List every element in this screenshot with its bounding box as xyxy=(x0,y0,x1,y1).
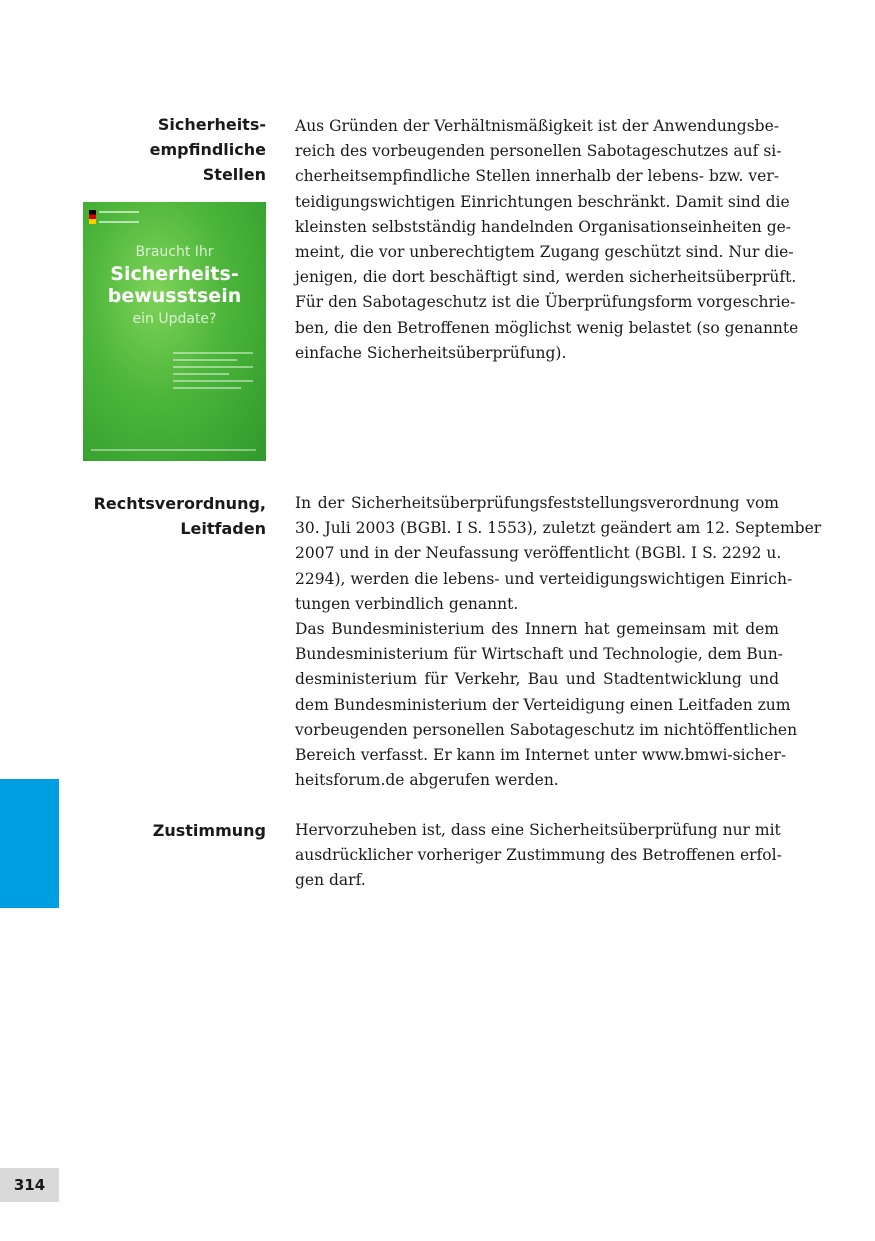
side-heading-zustimmung xyxy=(60,818,266,843)
text-line: Bundesministerium für Wirtschaft und Technologie, dem Bun- xyxy=(295,645,784,664)
text-line: gen darf. xyxy=(295,871,366,890)
paragraph-zustimmung xyxy=(295,818,782,894)
text-line: meint, die vor unberechtigtem Zugang geschützt sind. Nur die- xyxy=(295,243,794,262)
text-line: kleinsten selbstständig handelnden Organisationseinheiten ge- xyxy=(295,217,792,236)
text-line: 2294), werden die lebens- und verteidigungswichtigen Einrich- xyxy=(295,569,793,588)
text-line: Für den Sabotageschutz ist die Überprüfungsform vorgeschrie- xyxy=(295,293,796,312)
text-line: vorbeugenden personellen Sabotageschutz im nichtöffentlichen xyxy=(295,720,798,739)
text-line: heitsforum.de abgerufen werden. xyxy=(295,771,559,790)
brochure-cover-image xyxy=(83,202,266,461)
text-line: desministerium für Verkehr, Bau und Stadtentwicklung und xyxy=(295,670,779,689)
text-line: tungen verbindlich genannt. xyxy=(295,594,519,613)
text-line: 2007 und in der Neufassung veröffentlicht (BGBl. I S. 2292 u. xyxy=(295,544,782,563)
federal-eagle-logo-icon xyxy=(89,210,96,224)
cover-main-title xyxy=(83,263,266,307)
text-line: dem Bundesministerium der Verteidigung einen Leitfaden zum xyxy=(295,695,791,714)
cover-title-line: Braucht Ihr xyxy=(135,244,214,260)
text-line: ausdrücklicher vorheriger Zustimmung des Betroffenen erfol- xyxy=(295,846,782,865)
side-heading-sicherheitsempfindliche-stellen xyxy=(60,112,266,187)
text-line: teidigungswichtigen Einrichtungen beschränkt. Damit sind die xyxy=(295,192,790,211)
text-line: Hervorzuheben ist, dass eine Sicherheitsüberprüfung nur mit xyxy=(295,821,781,839)
paragraph-sicherheitsempfindliche-stellen xyxy=(295,114,799,366)
chapter-color-tab xyxy=(0,779,59,908)
heading-line: Sicherheits- xyxy=(157,115,266,134)
text-line: jenigen, die dort beschäftigt sind, werden sicherheitsüberprüft. xyxy=(295,268,797,287)
text-line: ben, die den Betroffenen möglichst wenig belastet (so genannte xyxy=(295,318,799,337)
page-number: 314 xyxy=(0,1168,59,1202)
text-line: einfache Sicherheitsüberprüfung). xyxy=(295,343,567,362)
text-line: reich des vorbeugenden personellen Sabotageschutzes auf si- xyxy=(295,142,782,161)
side-heading-rechtsverordnung-leitfaden xyxy=(60,491,266,541)
text-line: Aus Gründen der Verhältnismäßigkeit ist der Anwendungsbe- xyxy=(295,117,779,135)
heading-line: Stellen xyxy=(202,165,266,184)
text-line: cherheitsempfindliche Stellen innerhalb der lebens- bzw. ver- xyxy=(295,167,779,186)
paragraph-rechtsverordnung-leitfaden xyxy=(295,491,822,793)
text-line: 30. Juli 2003 (BGBl. I S. 1553), zuletzt geändert am 12. September xyxy=(295,519,822,538)
cover-title-line: ein Update? xyxy=(132,311,217,327)
cover-footer-rule xyxy=(91,449,256,451)
cover-small-text-block xyxy=(173,352,253,394)
text-line: In der Sicherheitsüberprüfungsfeststellungsverordnung vom xyxy=(295,494,779,512)
text-line: Das Bundesministerium des Innern hat gemeinsam mit dem xyxy=(295,620,779,639)
heading-line: Zustimmung xyxy=(152,821,266,840)
cover-title-line: Sicherheits- xyxy=(110,263,239,285)
cover-title-line: bewusstsein xyxy=(107,285,242,307)
heading-line: Leitfaden xyxy=(180,519,266,538)
text-line: Bereich verfasst. Er kann im Internet unter www.bmwi-sicher- xyxy=(295,746,787,765)
heading-line: empfindliche xyxy=(149,140,266,159)
heading-line: Rechtsverordnung, xyxy=(93,494,266,513)
ministry-logo-text xyxy=(99,211,139,223)
